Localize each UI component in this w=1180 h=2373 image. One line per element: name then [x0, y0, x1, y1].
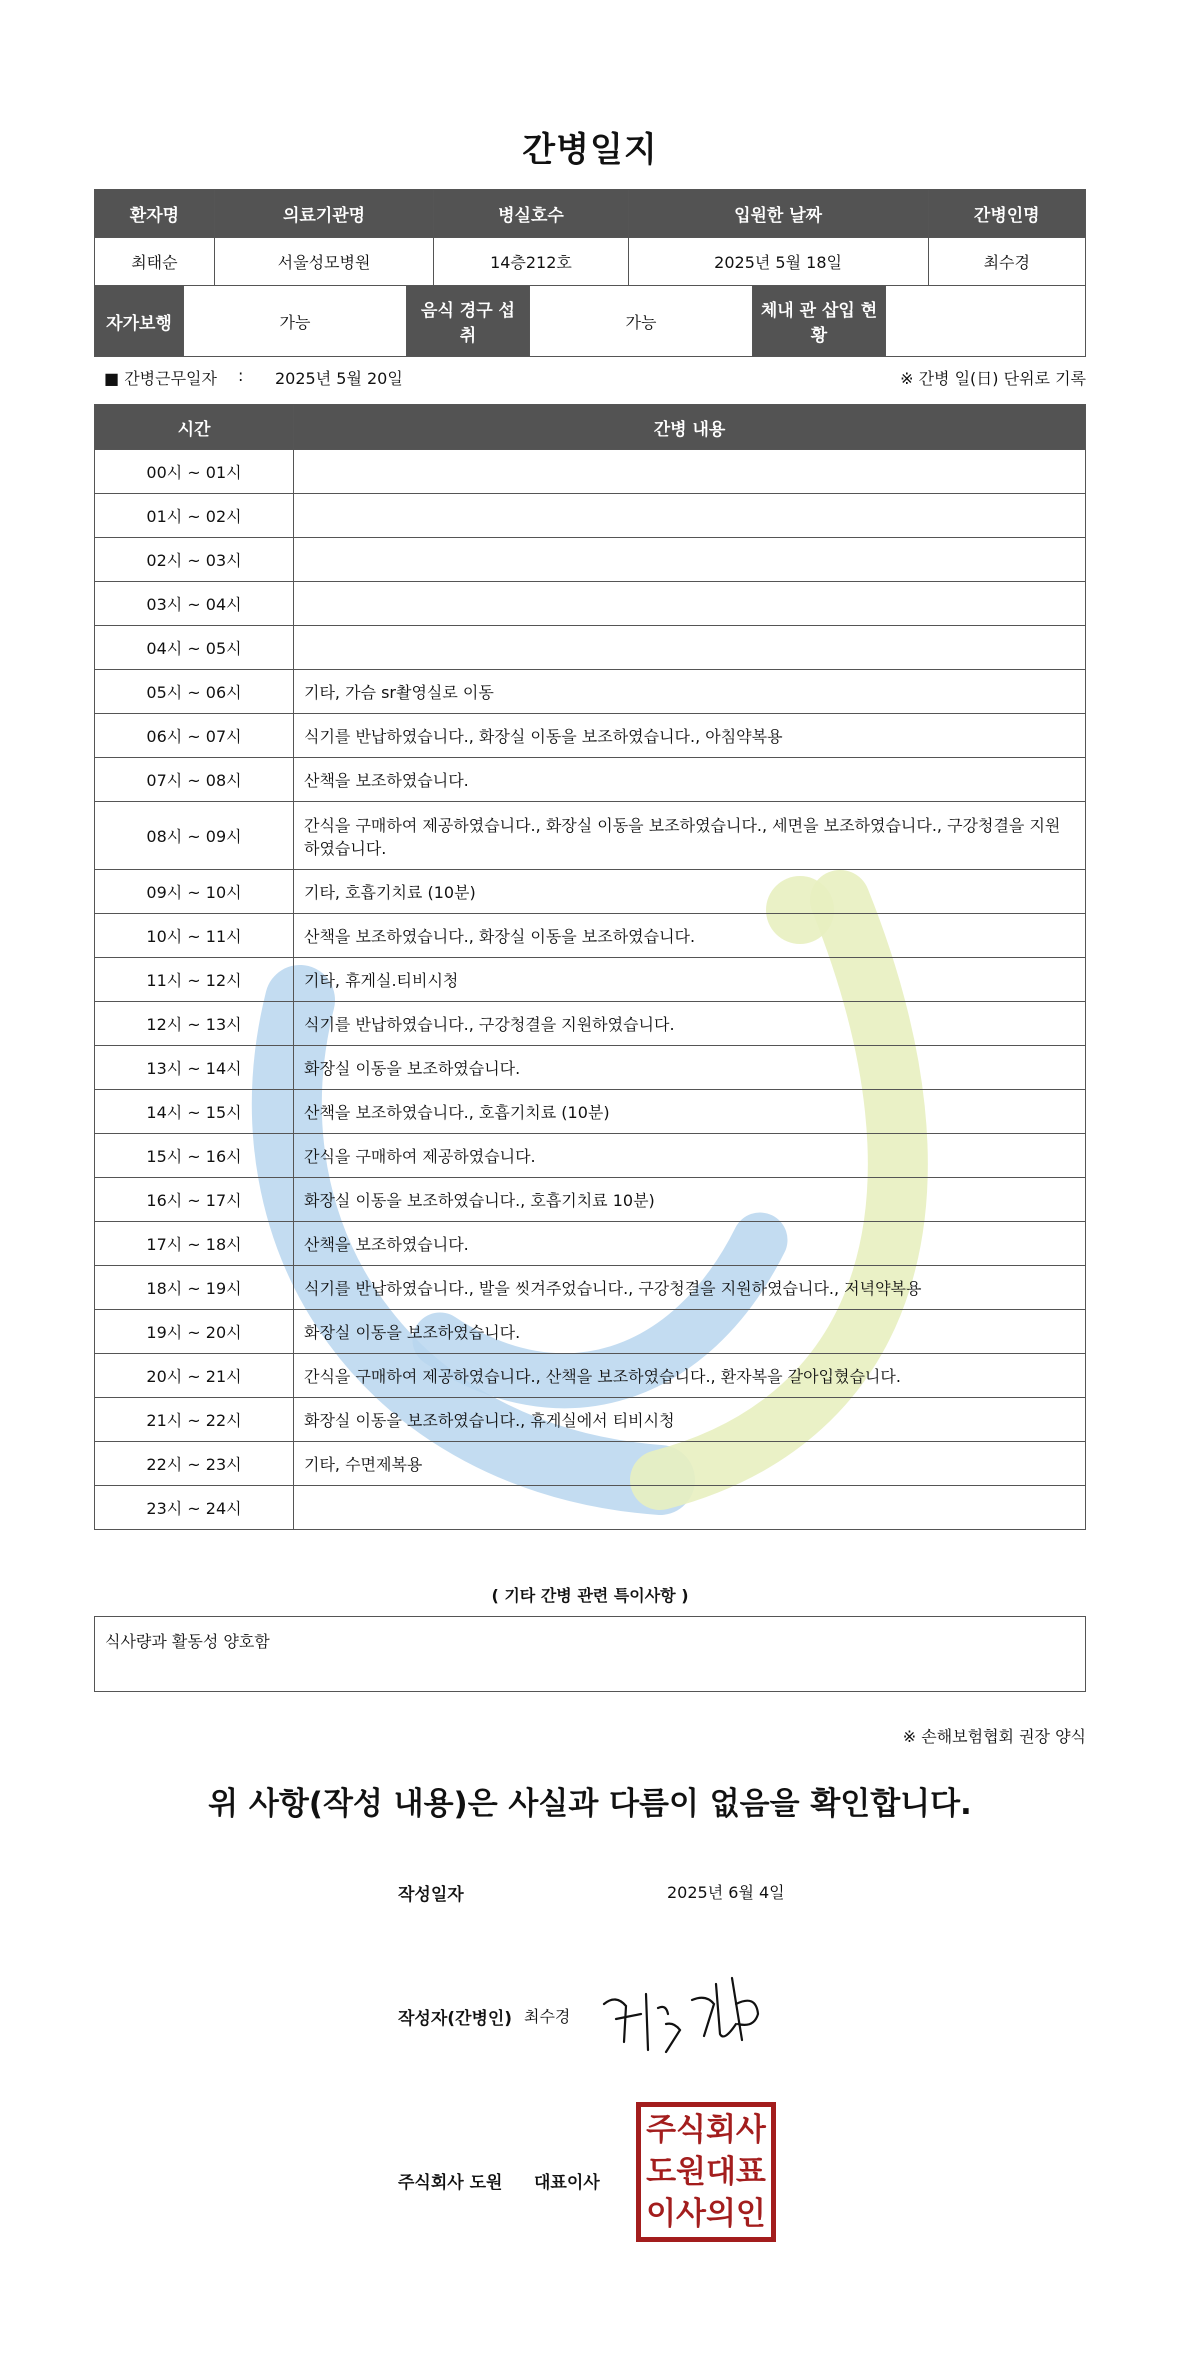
- log-time: 02시 ~ 03시: [95, 538, 294, 582]
- log-header-time: 시간: [95, 405, 294, 450]
- table-row: [95, 1486, 1086, 1530]
- table-row: [95, 914, 1086, 958]
- log-time: 05시 ~ 06시: [95, 670, 294, 714]
- log-content: 기타, 호흡기치료 (10분): [294, 870, 1086, 914]
- log-time: 14시 ~ 15시: [95, 1090, 294, 1134]
- log-time: 18시 ~ 19시: [95, 1266, 294, 1310]
- log-content: 간식을 구매하여 제공하였습니다., 산책을 보조하였습니다., 환자복을 갈아입혔습니다.: [294, 1354, 1086, 1398]
- writer-name: 최수경: [524, 2007, 571, 2026]
- log-content: [294, 538, 1086, 582]
- notes-title: ( 기타 간병 관련 특이사항 ): [491, 1586, 689, 1605]
- log-content: [294, 450, 1086, 494]
- log-content: [294, 494, 1086, 538]
- log-content: 기타, 휴게실.티비시청: [294, 958, 1086, 1002]
- table-row: [95, 582, 1086, 626]
- log-time: 10시 ~ 11시: [95, 914, 294, 958]
- record-unit-note: ※ 간병 일(日) 단위로 기록: [900, 369, 1086, 388]
- log-content: 화장실 이동을 보조하였습니다.: [294, 1046, 1086, 1090]
- log-content: 식기를 반납하였습니다., 발을 씻겨주었습니다., 구강청결을 지원하였습니다., 저녁약복용: [294, 1266, 1086, 1310]
- info-header-admission-date: 입원한 날짜: [628, 190, 928, 238]
- log-time: 00시 ~ 01시: [95, 450, 294, 494]
- patient-status-table: [94, 285, 1086, 357]
- log-content: 화장실 이동을 보조하였습니다., 휴게실에서 티비시청: [294, 1398, 1086, 1442]
- work-date-label: ■ 간병근무일자: [104, 369, 217, 388]
- log-content: 화장실 이동을 보조하였습니다., 호흡기치료 10분): [294, 1178, 1086, 1222]
- log-time: 01시 ~ 02시: [95, 494, 294, 538]
- table-row: [95, 1090, 1086, 1134]
- log-time: 19시 ~ 20시: [95, 1310, 294, 1354]
- form-note: ※ 손해보험협회 권장 양식: [902, 1727, 1086, 1746]
- log-content: [294, 626, 1086, 670]
- table-row: [95, 958, 1086, 1002]
- log-time: 16시 ~ 17시: [95, 1178, 294, 1222]
- log-header-content: 간병 내용: [294, 405, 1086, 450]
- table-row: [95, 758, 1086, 802]
- seal-line-1: 주식회사: [646, 2112, 766, 2148]
- oral-intake-label: 음식 경구 섭취: [407, 286, 530, 357]
- log-content: [294, 582, 1086, 626]
- info-header-patient: 환자명: [95, 190, 215, 238]
- notes-box: 식사량과 활동성 양호함: [94, 1616, 1086, 1692]
- work-date-separator: :: [238, 366, 244, 385]
- care-log-table: [94, 404, 1086, 1530]
- table-row: [95, 538, 1086, 582]
- log-time: 23시 ~ 24시: [95, 1486, 294, 1530]
- seal-line-2: 도원대표: [646, 2154, 766, 2190]
- log-time: 21시 ~ 22시: [95, 1398, 294, 1442]
- tube-label: 체내 관 삽입 현황: [753, 286, 886, 357]
- table-row: [95, 626, 1086, 670]
- info-header-hospital: 의료기관명: [214, 190, 433, 238]
- tube-value: [886, 286, 1086, 357]
- self-walk-label: 자가보행: [95, 286, 184, 357]
- table-row: [95, 1310, 1086, 1354]
- table-row: [95, 494, 1086, 538]
- table-row: [95, 670, 1086, 714]
- table-row: [95, 1046, 1086, 1090]
- log-time: 03시 ~ 04시: [95, 582, 294, 626]
- table-row: [95, 1222, 1086, 1266]
- log-content: 산책을 보조하였습니다.: [294, 1222, 1086, 1266]
- log-time: 08시 ~ 09시: [95, 802, 294, 870]
- log-time: 15시 ~ 16시: [95, 1134, 294, 1178]
- log-content: 산책을 보조하였습니다., 화장실 이동을 보조하였습니다.: [294, 914, 1086, 958]
- handwritten-signature: [596, 1964, 766, 2054]
- log-content: 화장실 이동을 보조하였습니다.: [294, 1310, 1086, 1354]
- admission-date: 2025년 5월 18일: [628, 238, 928, 286]
- log-time: 12시 ~ 13시: [95, 1002, 294, 1046]
- log-time: 11시 ~ 12시: [95, 958, 294, 1002]
- log-time: 13시 ~ 14시: [95, 1046, 294, 1090]
- written-date-value: 2025년 6월 4일: [667, 1883, 785, 1902]
- log-content: 간식을 구매하여 제공하였습니다., 화장실 이동을 보조하였습니다., 세면을 보조하였습니다., 구강청결을 지원하였습니다.: [294, 802, 1086, 870]
- log-content: 산책을 보조하였습니다.: [294, 758, 1086, 802]
- work-date-value: 2025년 5월 20일: [275, 369, 403, 388]
- log-time: 06시 ~ 07시: [95, 714, 294, 758]
- info-header-room: 병실호수: [434, 190, 628, 238]
- written-date-label: 작성일자: [398, 1885, 464, 1905]
- company-label: 주식회사 도원: [398, 2173, 503, 2193]
- log-time: 09시 ~ 10시: [95, 870, 294, 914]
- table-row: [95, 1442, 1086, 1486]
- log-content: 식기를 반납하였습니다., 구강청결을 지원하였습니다.: [294, 1002, 1086, 1046]
- log-time: 22시 ~ 23시: [95, 1442, 294, 1486]
- log-content: 산책을 보조하였습니다., 호흡기치료 (10분): [294, 1090, 1086, 1134]
- table-row: [95, 1002, 1086, 1046]
- patient-name: 최태순: [95, 238, 215, 286]
- hospital-name: 서울성모병원: [214, 238, 433, 286]
- table-row: [95, 870, 1086, 914]
- log-time: 17시 ~ 18시: [95, 1222, 294, 1266]
- ceo-label: 대표이사: [534, 2173, 600, 2193]
- log-content: 식기를 반납하였습니다., 화장실 이동을 보조하였습니다., 아침약복용: [294, 714, 1086, 758]
- table-row: [95, 802, 1086, 870]
- log-time: 04시 ~ 05시: [95, 626, 294, 670]
- table-row: [95, 1354, 1086, 1398]
- log-content: 기타, 가슴 sr촬영실로 이동: [294, 670, 1086, 714]
- log-content: 간식을 구매하여 제공하였습니다.: [294, 1134, 1086, 1178]
- table-row: [95, 1266, 1086, 1310]
- oral-intake-value: 가능: [530, 286, 753, 357]
- confirm-statement: 위 사항(작성 내용)은 사실과 다름이 없음을 확인합니다.: [208, 1786, 972, 1822]
- room-number: 14층212호: [434, 238, 628, 286]
- caregiver-name: 최수경: [928, 238, 1086, 286]
- self-walk-value: 가능: [184, 286, 407, 357]
- info-header-caregiver: 간병인명: [928, 190, 1086, 238]
- patient-info-table: [94, 189, 1086, 286]
- table-row: [95, 714, 1086, 758]
- table-row: [95, 1398, 1086, 1442]
- company-seal: [636, 2102, 776, 2242]
- log-content: [294, 1486, 1086, 1530]
- table-row: [95, 1178, 1086, 1222]
- seal-line-3: 이사의인: [646, 2196, 766, 2232]
- log-time: 07시 ~ 08시: [95, 758, 294, 802]
- log-content: 기타, 수면제복용: [294, 1442, 1086, 1486]
- log-time: 20시 ~ 21시: [95, 1354, 294, 1398]
- page-title: 간병일지: [522, 130, 658, 170]
- writer-label: 작성자(간병인): [398, 2009, 513, 2029]
- table-row: [95, 1134, 1086, 1178]
- table-row: [95, 450, 1086, 494]
